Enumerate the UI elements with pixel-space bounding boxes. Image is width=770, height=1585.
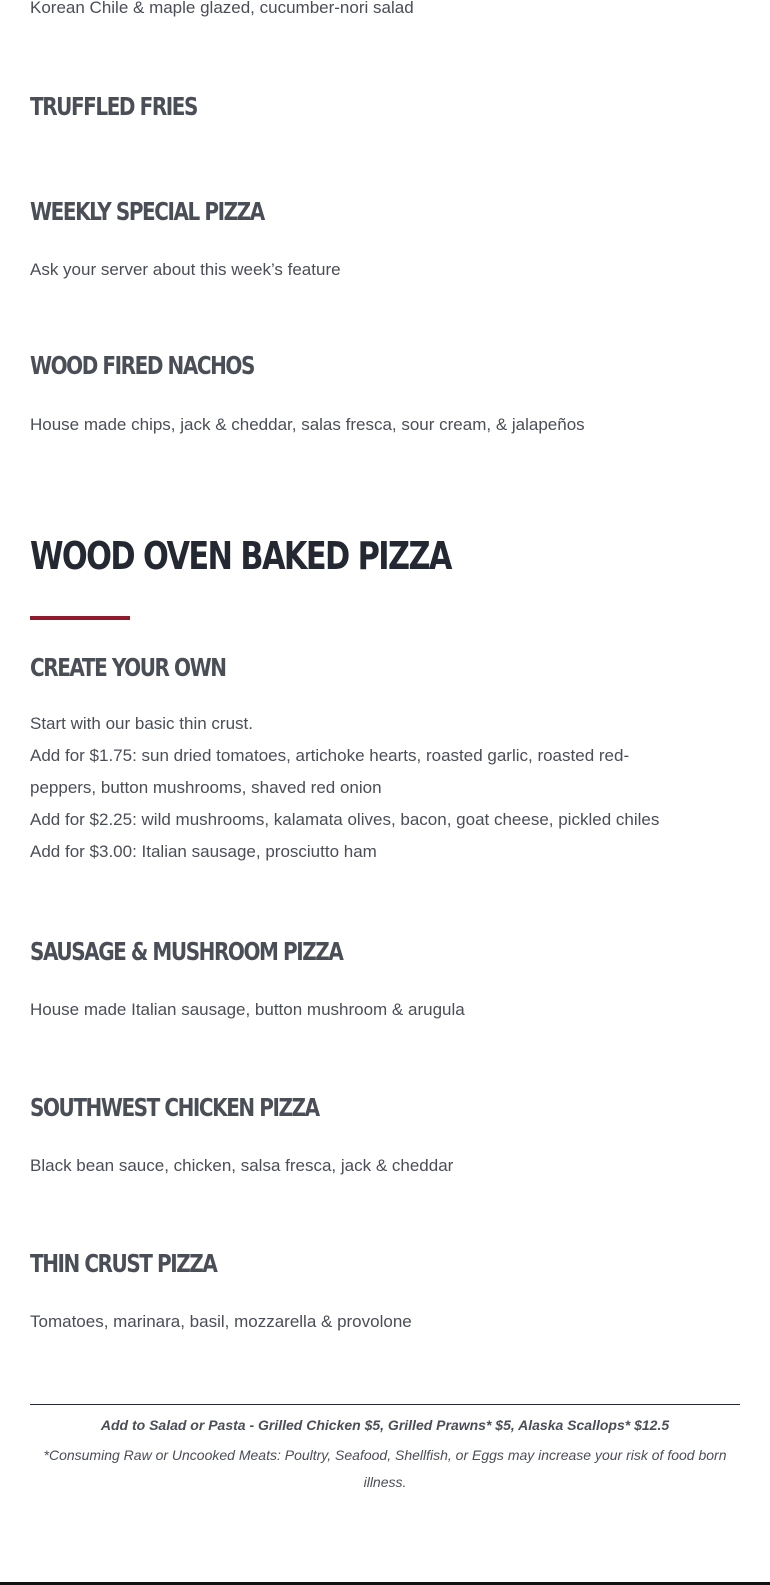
add-on-note: Add to Salad or Pasta - Grilled Chicken $5, Grilled Prawns* $5, Alaska Scallops* $12.5 xyxy=(100,1417,670,1433)
section-accent-rule xyxy=(30,616,130,620)
item-description xyxy=(30,708,750,868)
item-description: House made Italian sausage, button mushroom & arugula xyxy=(30,1000,465,1019)
item-description: Tomatoes, marinara, basil, mozzarella & provolone xyxy=(30,1312,412,1331)
footer-divider xyxy=(30,1404,740,1405)
item-title: SAUSAGE & MUSHROOM PIZZA xyxy=(30,937,343,966)
item-title: SOUTHWEST CHICKEN PIZZA xyxy=(30,1093,319,1122)
description-line: Add for $3.00: Italian sausage, prosciutto ham xyxy=(30,842,377,861)
item-title: CREATE YOUR OWN xyxy=(30,653,226,682)
item-description: Black bean sauce, chicken, salsa fresca, jack & cheddar xyxy=(30,1156,454,1175)
item-title: TRUFFLED FRIES xyxy=(30,92,197,121)
description-line: Start with our basic thin crust. xyxy=(30,714,253,733)
description-line: peppers, button mushrooms, shaved red onion xyxy=(30,778,382,797)
description-line: Add for $2.25: wild mushrooms, kalamata olives, bacon, goat cheese, pickled chiles xyxy=(30,810,660,829)
health-warning: *Consuming Raw or Uncooked Meats: Poultry, Seafood, Shellfish, or Eggs may increase your risk of food born illness. xyxy=(43,1447,727,1490)
item-description: Ask your server about this week’s feature xyxy=(30,260,341,279)
item-title: WOOD FIRED NACHOS xyxy=(30,351,254,380)
item-title: THIN CRUST PIZZA xyxy=(30,1249,217,1278)
item-title: WEEKLY SPECIAL PIZZA xyxy=(30,197,264,226)
description-line: Add for $1.75: sun dried tomatoes, artichoke hearts, roasted garlic, roasted red- xyxy=(30,746,630,765)
item-description: House made chips, jack & cheddar, salas fresca, sour cream, & jalapeños xyxy=(30,415,585,434)
section-title: WOOD OVEN BAKED PIZZA xyxy=(30,534,451,578)
item-description: Korean Chile & maple glazed, cucumber-nori salad xyxy=(30,0,414,17)
